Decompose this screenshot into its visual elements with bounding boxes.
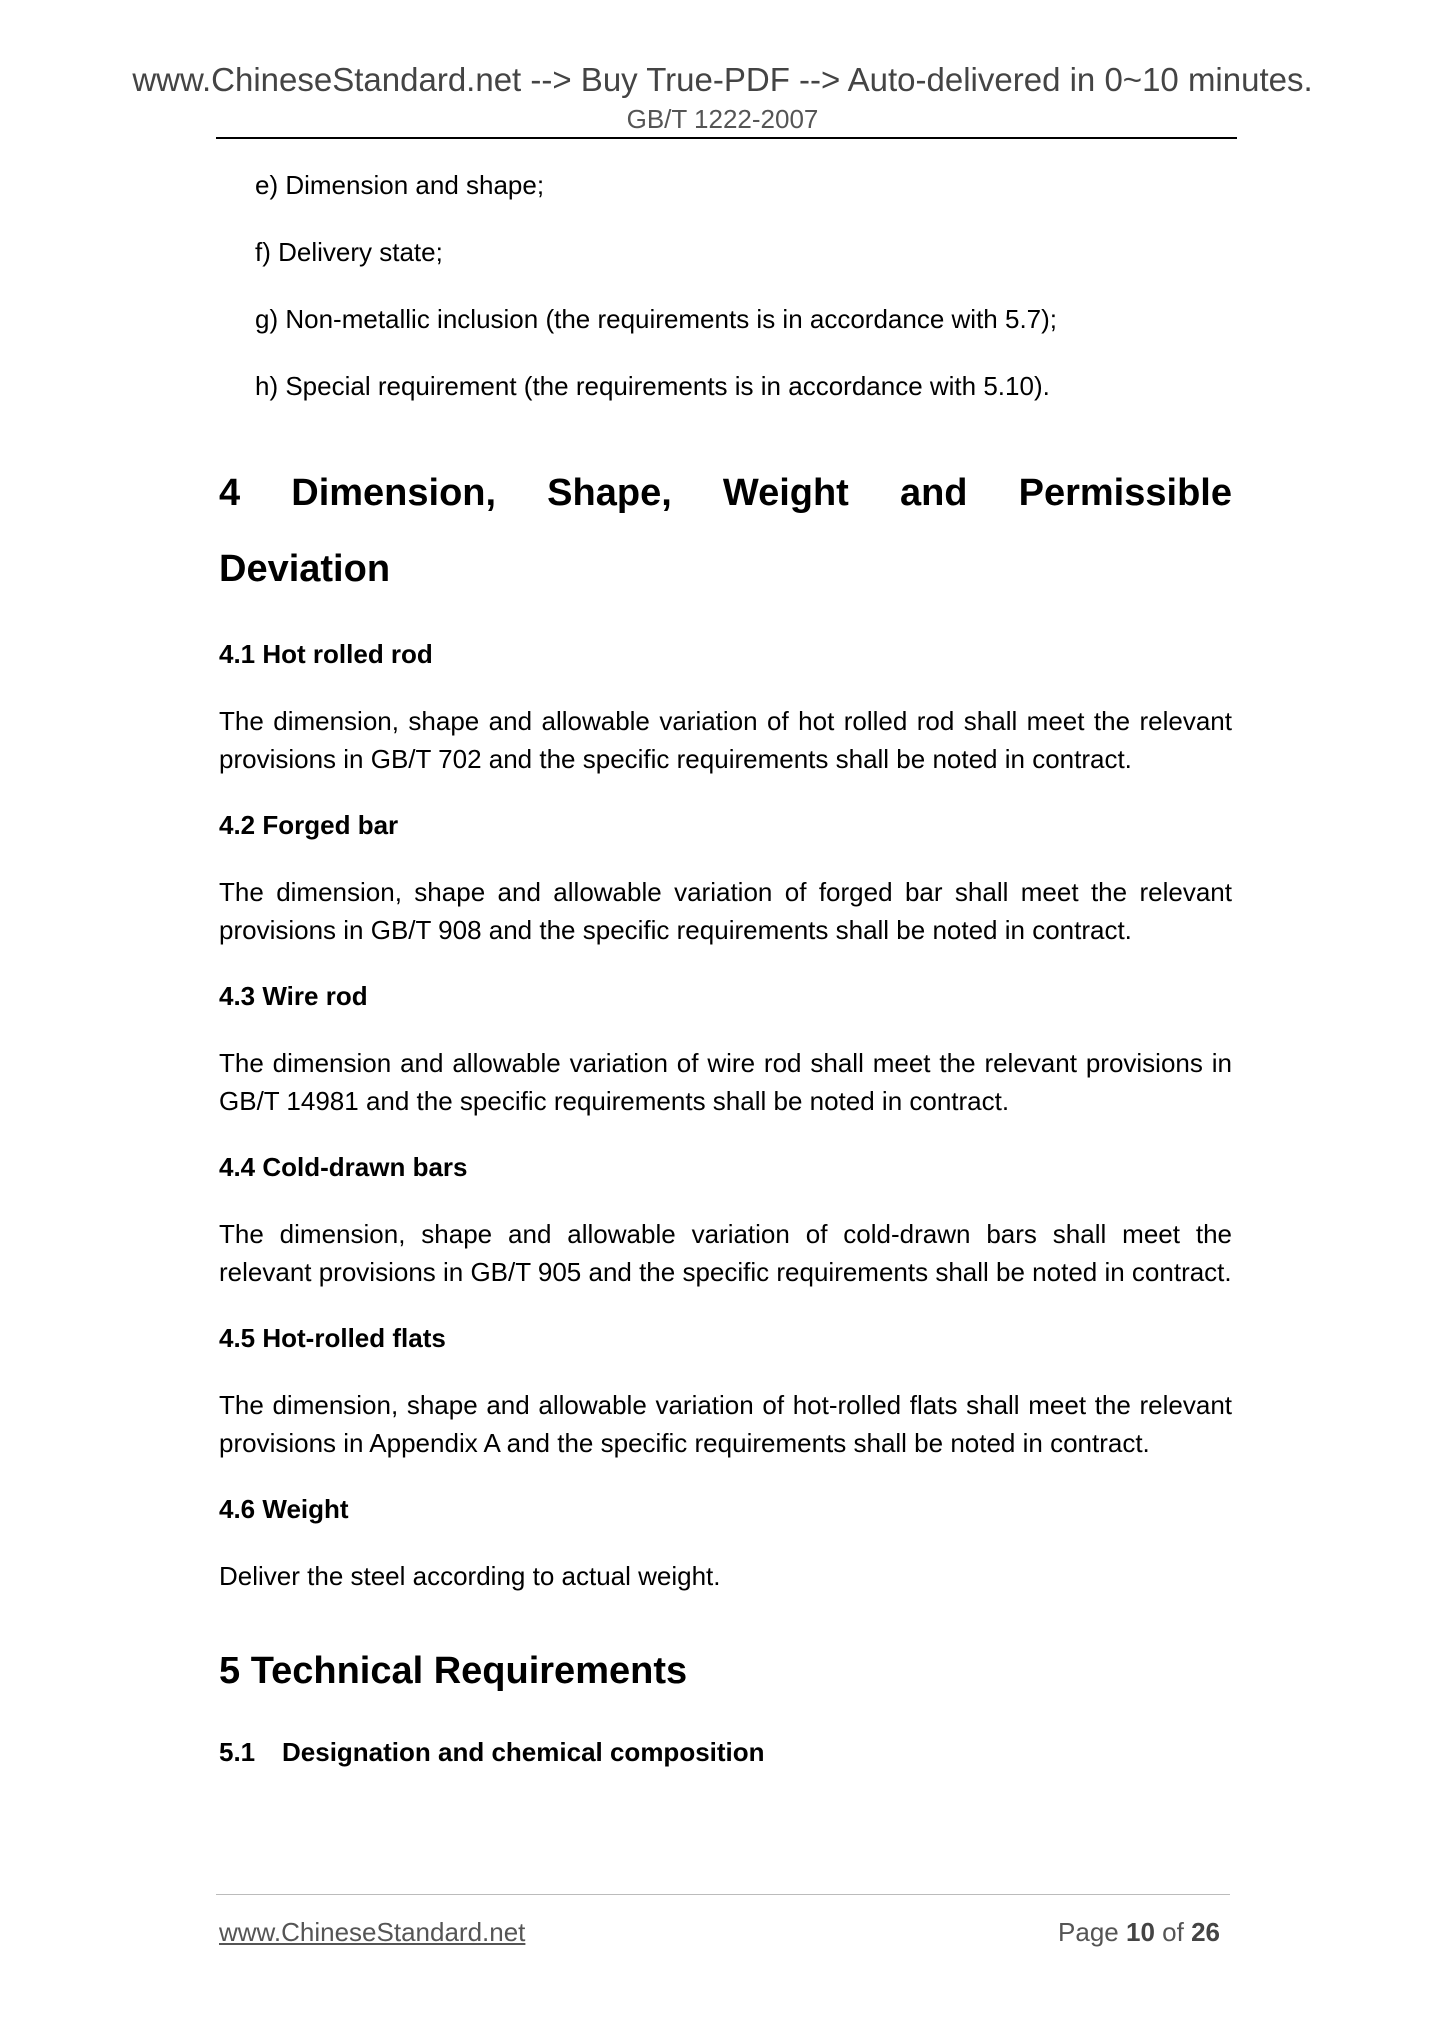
section-5-heading: 5 Technical Requirements: [219, 1650, 688, 1692]
subsection-4-2-heading: 4.2 Forged bar: [219, 810, 399, 840]
document-body: [219, 168, 1232, 1769]
subsection-4-1-text: The dimension, shape and allowable variation of hot rolled rod shall meet the relevant provisions in GB/T 702 and the specific requirements shall be noted in contract.: [219, 706, 1232, 774]
section-4-word: Weight: [722, 472, 849, 514]
subsection-4-3-text: The dimension and allowable variation of wire rod shall meet the relevant provisions in GB/T 14981 and the specific requirements shall be noted in contract.: [219, 1048, 1232, 1116]
section-4-word: Shape,: [547, 472, 672, 514]
header-banner-link[interactable]: www.ChineseStandard.net --> Buy True-PDF --> Auto-delivered in 0~10 minutes.: [132, 61, 1313, 98]
section-4-word: Permissible: [1018, 472, 1232, 514]
footer-site-link[interactable]: www.ChineseStandard.net: [219, 1917, 526, 1947]
standard-code: GB/T 1222-2007: [626, 104, 819, 134]
footer-divider: [216, 1894, 1230, 1895]
section-4-number: 4: [219, 472, 241, 514]
list-item-e: e) Dimension and shape;: [255, 170, 545, 200]
list-item-f: f) Delivery state;: [255, 237, 443, 267]
subsection-4-6-heading: 4.6 Weight: [219, 1494, 349, 1524]
page-label: Page: [1058, 1917, 1119, 1947]
page-header: [0, 58, 1445, 136]
list-item-h: h) Special requirement (the requirements is in accordance with 5.10).: [255, 371, 1050, 401]
subsection-4-5-text: The dimension, shape and allowable variation of hot-rolled flats shall meet the relevant provisions in Appendix A and the specific requirements shall be noted in contract.: [219, 1390, 1232, 1458]
section-4-heading-line2: Deviation: [219, 548, 391, 590]
page-number: 10: [1126, 1917, 1155, 1947]
subsection-4-5-heading: 4.5 Hot-rolled flats: [219, 1323, 446, 1353]
list-item-g: g) Non-metallic inclusion (the requirements is in accordance with 5.7);: [255, 304, 1058, 334]
section-4-word: Dimension,: [291, 472, 497, 514]
total-pages: 26: [1191, 1917, 1220, 1947]
section-4-word: and: [899, 472, 968, 514]
subsection-4-1-heading: 4.1 Hot rolled rod: [219, 639, 433, 669]
subsection-4-4-heading: 4.4 Cold-drawn bars: [219, 1152, 468, 1182]
section-4-heading: [219, 455, 1232, 607]
page-indicator: [1058, 1915, 1220, 1949]
subsection-5-1-heading: [219, 1735, 1232, 1769]
of-label: of: [1162, 1917, 1184, 1947]
subsection-4-6-text: Deliver the steel according to actual weight.: [219, 1561, 721, 1591]
subsection-4-3-heading: 4.3 Wire rod: [219, 981, 368, 1011]
subsection-4-4-text: The dimension, shape and allowable variation of cold-drawn bars shall meet the relevant provisions in GB/T 905 and the specific requirements shall be noted in contract.: [219, 1219, 1232, 1287]
subsection-5-1-number: 5.1: [219, 1737, 256, 1767]
subsection-4-2-text: The dimension, shape and allowable variation of forged bar shall meet the relevant provisions in GB/T 908 and the specific requirements shall be noted in contract.: [219, 877, 1232, 945]
header-divider: [216, 137, 1237, 139]
requirement-list: [219, 168, 1232, 403]
subsection-5-1-title: Designation and chemical composition: [282, 1737, 765, 1767]
section-4-heading-line1: [219, 455, 1232, 531]
